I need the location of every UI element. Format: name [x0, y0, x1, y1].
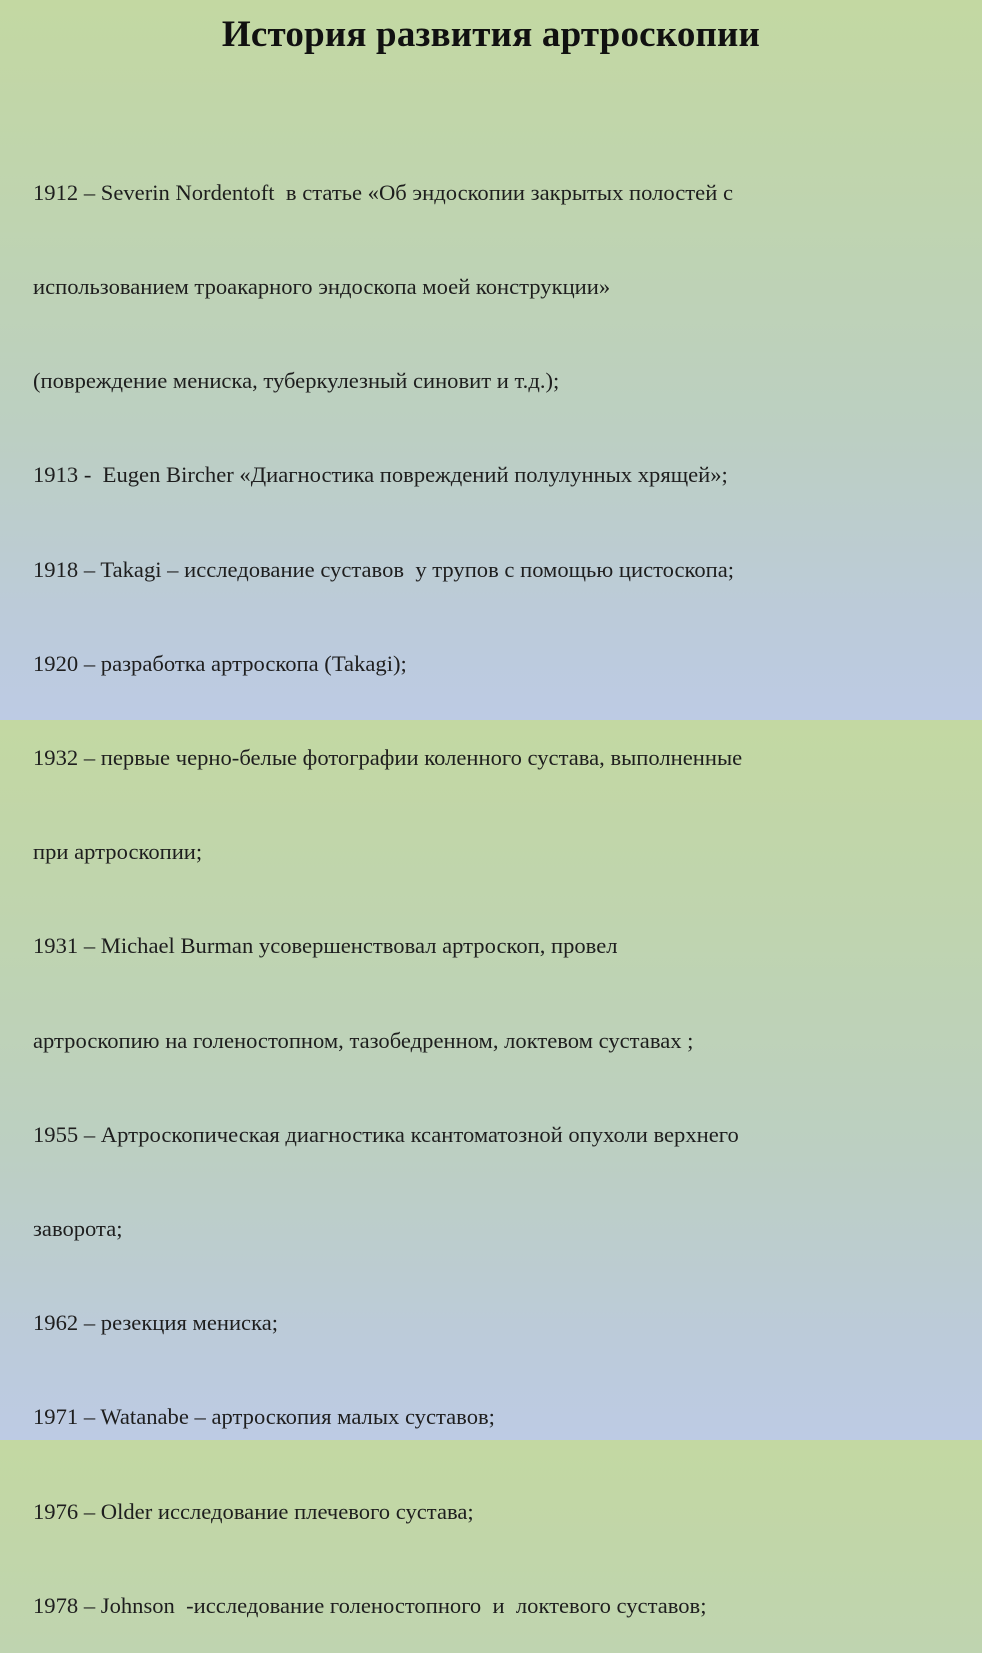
text-line: 1932 – первые черно-белые фотографии коленного сустава, выполненные — [33, 745, 743, 771]
text-line: 1920 – разработка артроскопа (Takagi); — [33, 650, 407, 676]
text-line: 1931 – Michael Burman усовершенствовал артроскоп, провел — [33, 933, 618, 959]
text-line: (повреждение мениска, туберкулезный синовит и т.д.); — [33, 368, 560, 394]
text-line: 1955 – Артроскопическая диагностика ксантоматозной опухоли верхнего — [33, 1121, 739, 1147]
text-line: при артроскопии; — [33, 839, 203, 865]
text-line: 1976 – Older исследование плечевого сустава; — [33, 1498, 474, 1524]
text-line: 1978 – Johnson -исследование голеностопного и локтевого суставов; — [33, 1592, 707, 1618]
slide-title: История развития артроскопии — [221, 14, 761, 55]
text-line: 1913 - Eugen Bircher «Диагностика повреждений полулунных хрящей»; — [33, 462, 728, 488]
text-line: 1962 – резекция мениска; — [33, 1310, 279, 1336]
text-line: 1918 – Takagi – исследование суставов у трупов с помощью цистоскопа; — [33, 556, 735, 582]
text-line: артроскопию на голеностопном, тазобедренном, локтевом суставах ; — [33, 1027, 694, 1053]
slide-body — [33, 114, 933, 1653]
text-line: 1971 – Watanabe – артроскопия малых суставов; — [33, 1404, 495, 1430]
text-line: использованием троакарного эндоскопа моей конструкции» — [33, 274, 611, 300]
text-line: 1912 – Severin Nordentoft в статье «Об эндоскопии закрытых полостей с — [33, 179, 733, 205]
text-line: заворота; — [33, 1216, 123, 1242]
